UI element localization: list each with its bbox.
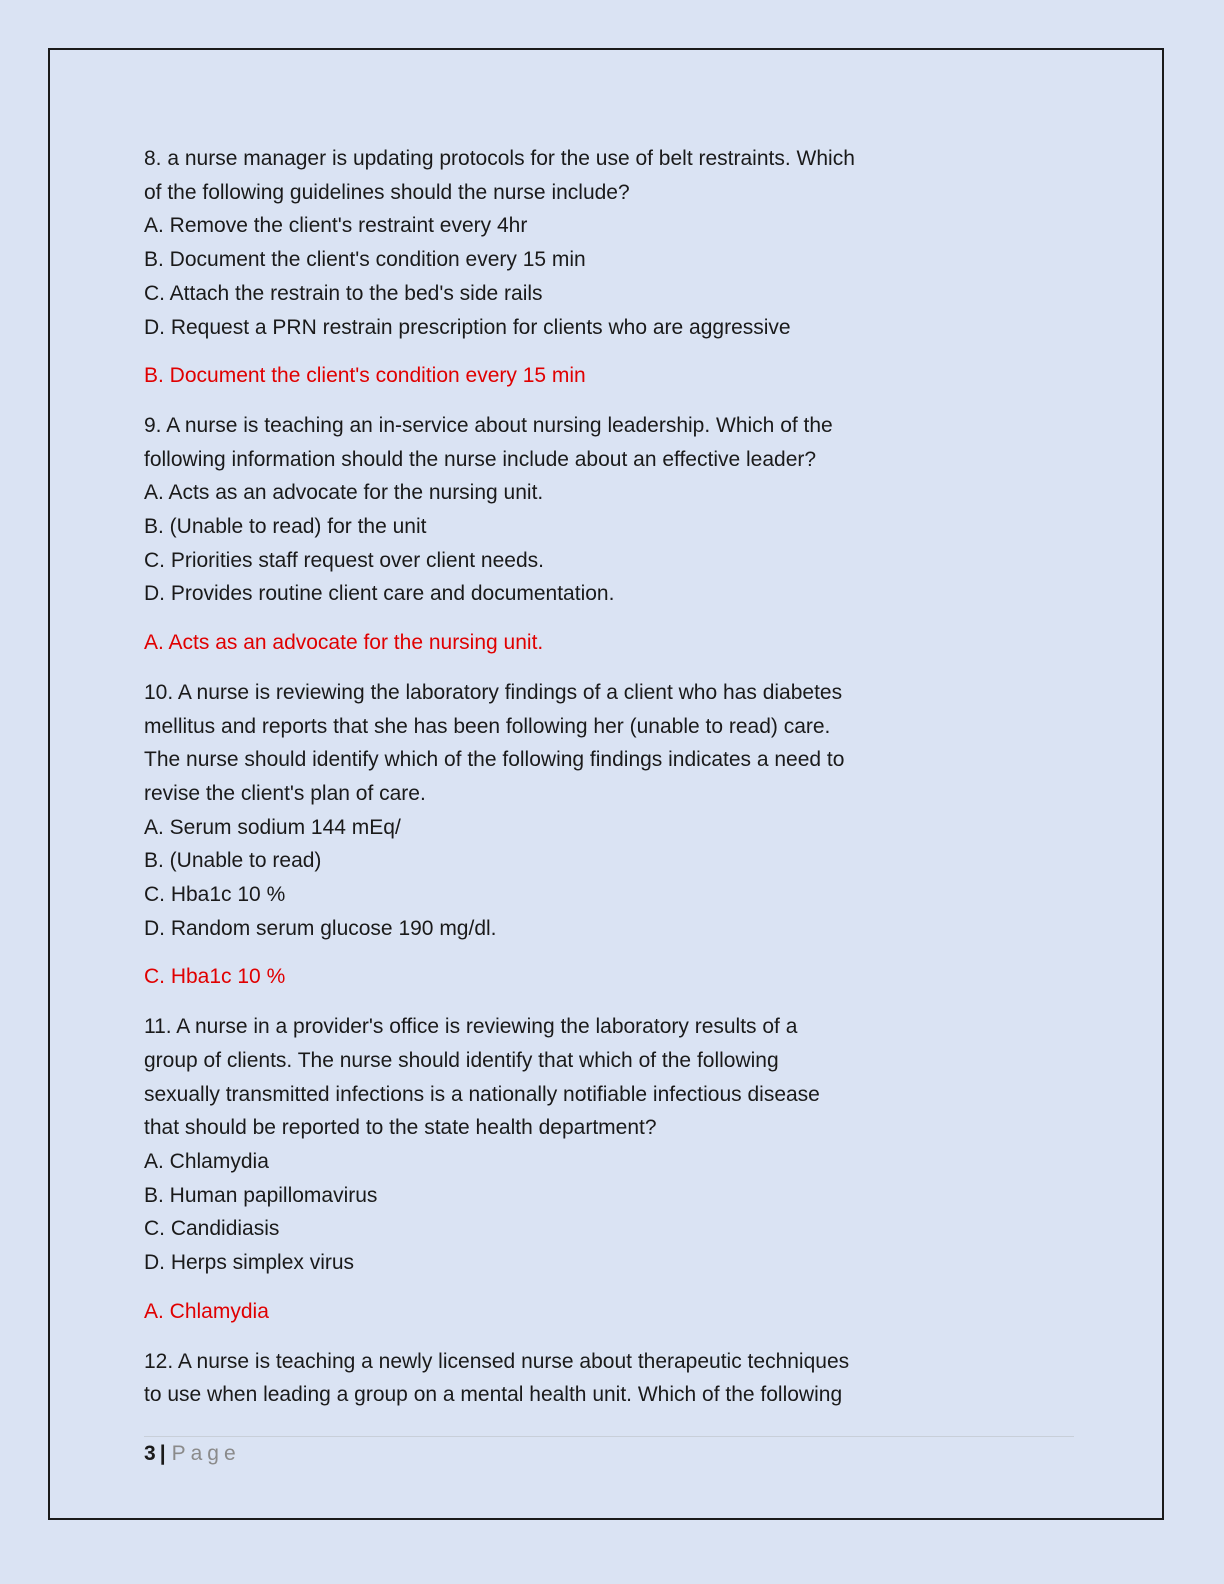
footer-divider [144, 1436, 1074, 1437]
stem-line: to use when leading a group on a mental health unit. Which of the following [144, 1383, 843, 1407]
option-list [144, 1145, 904, 1280]
option-d: D. Herps simplex virus [144, 1251, 355, 1275]
page-label: Page [171, 1442, 241, 1465]
stem-line: group of clients. The nurse should identify that which of the following [144, 1048, 779, 1072]
footer-separator: | [159, 1442, 166, 1465]
question-stem [144, 1345, 904, 1412]
stem-line: mellitus and reports that she has been following her (unable to read) care. [144, 714, 831, 738]
option-d: D. Provides routine client care and documentation. [144, 582, 615, 606]
question-block-11 [144, 1010, 904, 1328]
stem-line: The nurse should identify which of the following findings indicates a need to [144, 748, 845, 772]
stem-line: following information should the nurse include about an effective leader? [144, 447, 817, 471]
option-list [144, 811, 904, 946]
stem-line: sexually transmitted infections is a nationally notifiable infectious disease [144, 1082, 820, 1106]
question-block-12 [144, 1345, 904, 1412]
stem-line: that should be reported to the state health department? [144, 1116, 657, 1140]
option-c: C. Hba1c 10 % [144, 883, 286, 907]
option-b: B. (Unable to read) [144, 849, 322, 873]
question-block-10 [144, 676, 904, 994]
option-b: B. Human papillomavirus [144, 1183, 378, 1207]
option-d: D. Request a PRN restrain prescription for clients who are aggressive [144, 315, 791, 339]
option-b: B. (Unable to read) for the unit [144, 515, 427, 539]
answer-text: C. Hba1c 10 % [144, 965, 286, 989]
stem-line: of the following guidelines should the nurse include? [144, 180, 630, 204]
option-list [144, 209, 904, 344]
page-footer [144, 1440, 241, 1468]
question-stem [144, 1010, 904, 1145]
option-list [144, 476, 904, 611]
option-a: A. Serum sodium 144 mEq/ [144, 815, 401, 839]
question-stem [144, 409, 904, 476]
option-a: A. Chlamydia [144, 1149, 269, 1173]
question-stem [144, 676, 904, 811]
option-c: C. Attach the restrain to the bed's side rails [144, 281, 543, 305]
option-a: A. Remove the client's restraint every 4hr [144, 214, 528, 238]
option-d: D. Random serum glucose 190 mg/dl. [144, 916, 497, 940]
question-block-8 [144, 142, 904, 393]
stem-line: 9. A nurse is teaching an in-service about nursing leadership. Which of the [144, 413, 833, 437]
answer-text: B. Document the client's condition every 15 min [144, 364, 586, 388]
stem-line: 10. A nurse is reviewing the laboratory findings of a client who has diabetes [144, 680, 843, 704]
stem-line: revise the client's plan of care. [144, 781, 426, 805]
question-block-9 [144, 409, 904, 660]
stem-line: 11. A nurse in a provider's office is reviewing the laboratory results of a [144, 1015, 798, 1039]
answer-text: A. Acts as an advocate for the nursing unit. [144, 631, 544, 655]
stem-line: 8. a nurse manager is updating protocols for the use of belt restraints. Which [144, 147, 855, 170]
option-c: C. Candidiasis [144, 1217, 280, 1241]
stem-line: 12. A nurse is teaching a newly licensed nurse about therapeutic techniques [144, 1349, 850, 1373]
option-b: B. Document the client's condition every 15 min [144, 248, 586, 272]
option-c: C. Priorities staff request over client needs. [144, 548, 544, 572]
option-a: A. Acts as an advocate for the nursing unit. [144, 481, 544, 505]
page-number: 3 [144, 1442, 156, 1465]
answer-text: A. Chlamydia [144, 1299, 269, 1323]
document-body [144, 142, 904, 1412]
question-stem [144, 142, 904, 209]
